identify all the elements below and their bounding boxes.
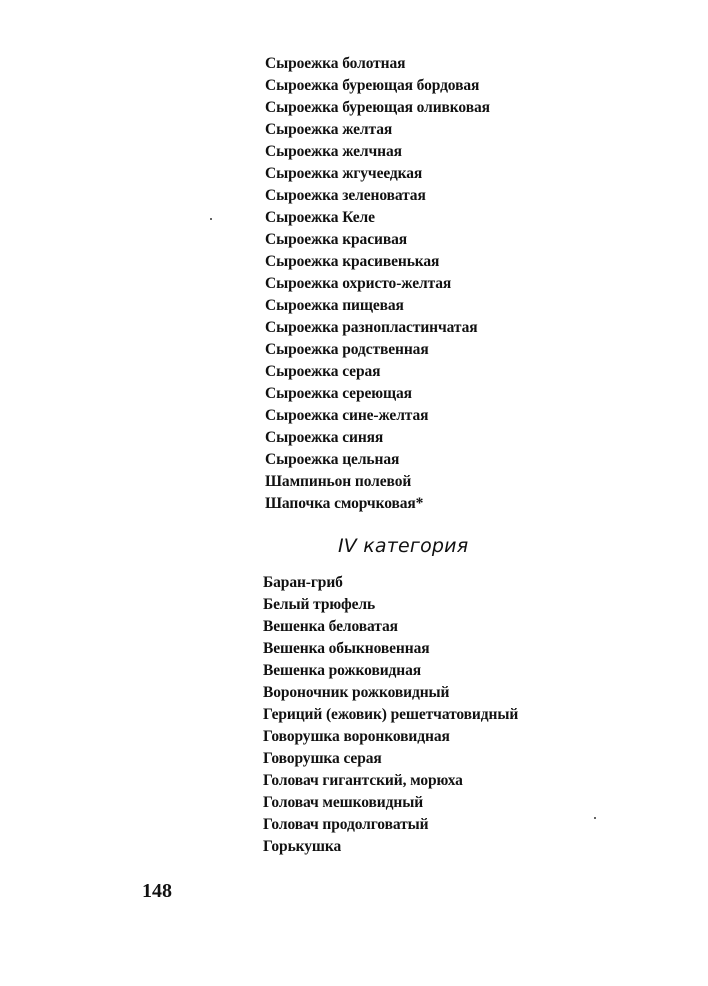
- list-item: Сыроежка серая: [265, 363, 381, 380]
- list-item: Сыроежка зеленоватая: [265, 187, 426, 204]
- list-item: Гериций (ежовик) решетчатовидный: [263, 706, 519, 723]
- list-item: Сыроежка Келе: [265, 209, 375, 226]
- list-item: Шампиньон полевой: [265, 473, 412, 490]
- list-item: Вороночник рожковидный: [263, 684, 450, 701]
- list-item: Сыроежка цельная: [265, 451, 400, 468]
- print-speck: [210, 218, 212, 220]
- list-item: Говорушка воронковидная: [263, 728, 450, 745]
- list-item: Говорушка серая: [263, 750, 382, 767]
- list-item: Сыроежка желчная: [265, 143, 402, 160]
- list-item: Головач продолговатый: [263, 816, 429, 833]
- list-item: Сыроежка синяя: [265, 429, 384, 446]
- list-item: Вешенка беловатая: [263, 618, 398, 635]
- list-item: Сыроежка буреющая бордовая: [265, 77, 480, 94]
- page-number: 148: [142, 880, 172, 902]
- list-item: Сыроежка сине-желтая: [265, 407, 429, 424]
- list-item: Сыроежка охристо-желтая: [265, 275, 452, 292]
- list-item: Сыроежка болотная: [265, 55, 406, 72]
- list-item: Шапочка сморчковая*: [265, 495, 424, 512]
- list-item: Сыроежка родственная: [265, 341, 429, 358]
- mushroom-list-category-iii: [265, 53, 490, 515]
- list-item: Головач гигантский, морюха: [263, 772, 463, 789]
- list-item: Горькушка: [263, 838, 342, 855]
- list-item: Баран-гриб: [263, 574, 343, 591]
- list-item: Вешенка обыкновенная: [263, 640, 430, 657]
- list-item: Сыроежка пищевая: [265, 297, 404, 314]
- list-item: Сыроежка разнопластинчатая: [265, 319, 478, 336]
- list-item: Вешенка рожковидная: [263, 662, 422, 679]
- list-item: Сыроежка буреющая оливковая: [265, 99, 490, 116]
- list-item: Белый трюфель: [263, 596, 376, 613]
- print-speck: [594, 817, 596, 819]
- list-item: Головач мешковидный: [263, 794, 424, 811]
- list-item: Сыроежка желтая: [265, 121, 393, 138]
- list-item: Сыроежка сереющая: [265, 385, 412, 402]
- category-heading: IV категория: [338, 535, 469, 557]
- list-item: Сыроежка красивенькая: [265, 253, 440, 270]
- mushroom-list-category-iv: [263, 572, 518, 858]
- list-item: Сыроежка жгучеедкая: [265, 165, 423, 182]
- list-item: Сыроежка красивая: [265, 231, 408, 248]
